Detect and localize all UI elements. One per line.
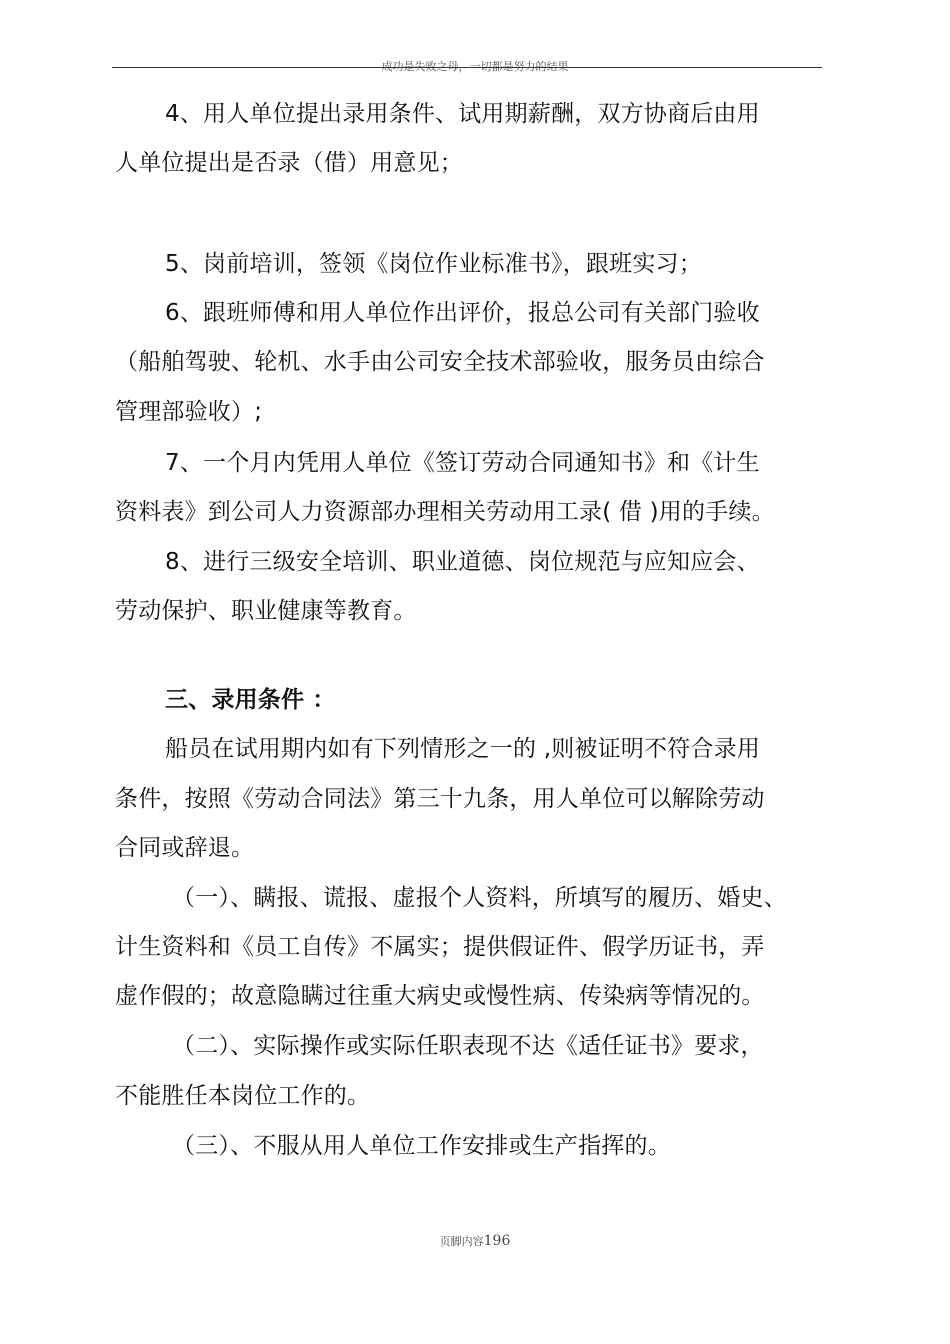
section-heading: 三、录用条件 ： [165,687,336,713]
text-line: 条件，按照《劳动合同法》第三十九条，用人单位可以解除劳动 [115,786,765,812]
text-line: 8、进行三级安全培训、职业道德、岗位规范与应知应会、 [165,549,760,575]
text-line: 虚作假的；故意隐瞒过往重大病史或慢性病、传染病等情况的。 [115,983,765,1009]
text-line: 计生资料和《员工自传》不属实；提供假证件、假学历证书，弄 [115,934,765,960]
text-line: （一）、瞒报、谎报、虚报个人资料，所填写的履历、婚史、 [172,885,787,911]
text-line: 船员在试用期内如有下列情形之一的 ,则被证明不符合录用 [165,736,761,762]
text-line: （二）、实际操作或实际任职表现不达《适任证书》要求， [172,1033,764,1059]
page-header: 成功是失败之母，一切都是努力的结果 [381,60,569,73]
text-line: 5、岗前培训，签领《岗位作业标准书》，跟班实习； [165,251,702,277]
text-line: 人单位提出是否录（借）用意见； [115,150,463,176]
header-rule [112,67,822,68]
text-line: （船舶驾驶、轮机、水手由公司安全技术部验收，服务员由综合 [115,349,765,375]
footer-label: 页脚内容 [439,1235,484,1248]
text-line: 资料表》到公司人力资源部办理相关劳动用工录( 借 )用的手续。 [115,499,775,525]
text-line: 6、跟班师傅和用人单位作出评价，报总公司有关部门验收 [165,300,760,326]
text-line: 4、用人单位提出录用条件、试用期薪酬，双方协商后由用 [165,101,760,127]
text-line: 劳动保护、职业健康等教育。 [115,598,417,624]
page-footer [0,1233,950,1249]
text-line: 合同或辞退。 [115,835,255,861]
text-line: 不能胜任本岗位工作的。 [115,1083,371,1109]
text-line: （三）、不服从用人单位工作安排或生产指挥的。 [172,1133,671,1159]
page-number: 196 [483,1233,511,1249]
text-line: 7、一个月内凭用人单位《签订劳动合同通知书》和《计生 [165,450,760,476]
text-line: 管理部验收）; [115,399,263,425]
